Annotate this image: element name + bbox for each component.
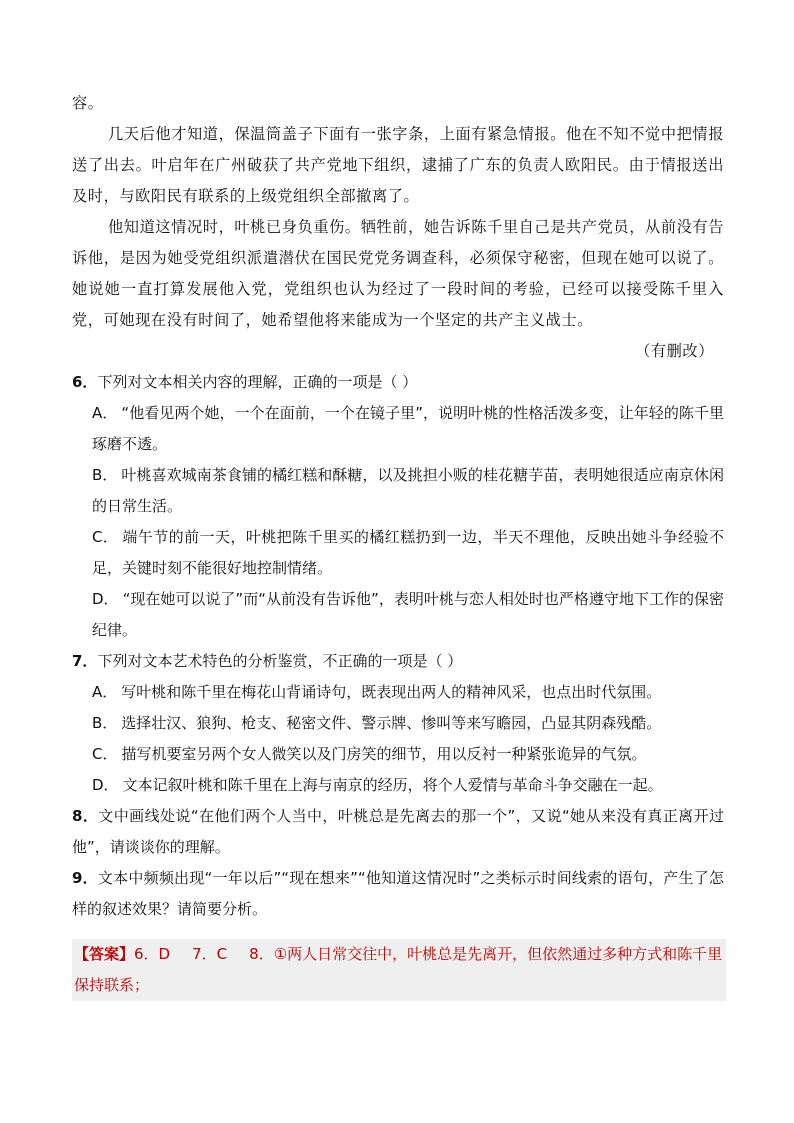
question-stem xyxy=(72,801,724,863)
option-letter: D． xyxy=(92,590,119,608)
question-8 xyxy=(72,801,724,863)
option-d xyxy=(72,770,724,801)
option-c xyxy=(72,522,724,584)
option-letter: C． xyxy=(92,745,118,763)
option-letter: B． xyxy=(92,714,118,732)
question-stem xyxy=(72,863,724,925)
answer-6: 6．D xyxy=(134,945,171,963)
question-list xyxy=(72,367,724,925)
question-text: 文中画线处说“在他们两个人当中，叶桃总是先离去的那一个”，又说“她从来没有真正离开过他”，请谈谈你的理解。 xyxy=(72,807,725,856)
story-excerpt xyxy=(72,88,724,367)
option-a xyxy=(72,677,724,708)
answer-7: 7．C xyxy=(192,945,228,963)
question-stem xyxy=(72,367,724,398)
option-letter: A． xyxy=(92,683,118,701)
document-page xyxy=(72,88,724,1001)
option-letter: D． xyxy=(92,776,119,794)
question-number: 6． xyxy=(72,373,98,391)
question-7 xyxy=(72,646,724,801)
option-a xyxy=(72,398,724,460)
option-letter: C． xyxy=(92,528,119,546)
option-text: 端午节的前一天，叶桃把陈千里买的橘红糕扔到一边，半天不理他，反映出她斗争经验不足，关键时刻不能很好地控制情绪。 xyxy=(92,528,724,577)
question-9 xyxy=(72,863,724,925)
answer-label: 【答案】 xyxy=(74,945,135,963)
option-letter: B． xyxy=(92,466,118,484)
option-text: “他看见两个她，一个在面前，一个在镜子里”，说明叶桃的性格活泼多变，让年轻的陈千里琢磨不透。 xyxy=(92,404,725,453)
option-text: 选择壮汉、狼狗、枪支、秘密文件、警示牌、惨叫等来写瞻园，凸显其阴森残酷。 xyxy=(121,714,662,732)
question-stem xyxy=(72,646,724,677)
answer-box xyxy=(72,939,726,1001)
option-text: “现在她可以说了”而“从前没有告诉他”，表明叶桃与恋人相处时也严格遵守地下工作的保密纪律。 xyxy=(92,590,724,639)
question-6 xyxy=(72,367,724,646)
question-text: 文本中频频出现“一年以后”“现在想来”“他知道这情况时”之类标示时间线索的语句，产生了怎样的叙述效果？请简要分析。 xyxy=(72,869,724,918)
question-number: 9． xyxy=(72,869,98,887)
option-text: 叶桃喜欢城南茶食铺的橘红糕和酥糖，以及挑担小贩的桂花糖芋苗，表明她很适应南京休闲的日常生活。 xyxy=(92,466,724,515)
question-number: 7． xyxy=(72,652,98,670)
option-text: 文本记叙叶桃和陈千里在上海与南京的经历，将个人爱情与革命斗争交融在一起。 xyxy=(122,776,663,794)
option-text: 描写机要室另两个女人微笑以及门房笑的细节，用以反衬一种紧张诡异的气氛。 xyxy=(121,745,647,763)
question-text: 下列对文本相关内容的理解，正确的一项是（ ） xyxy=(97,373,418,391)
option-b xyxy=(72,460,724,522)
option-text: 写叶桃和陈千里在梅花山背诵诗句，既表现出两人的精神风采，也点出时代氛围。 xyxy=(121,683,662,701)
option-d xyxy=(72,584,724,646)
option-b xyxy=(72,708,724,739)
story-paragraph: 他知道这情况时，叶桃已身负重伤。牺牲前，她告诉陈千里自己是共产党员，从前没有告诉他，是因为她受党组织派遣潜伏在国民党党务调查科，必须保守秘密，但现在她可以说了。她说她一直打算发展他入党，党组织也认为经过了一段时间的考验，已经可以接受陈千里入党，可她现在没有时间了，她希望他将来能成为一个坚定的共产主义战士。 xyxy=(72,218,724,329)
source-note: （有删改） xyxy=(635,342,714,360)
story-paragraph: 几天后他才知道，保温筒盖子下面有一张字条，上面有紧急情报。他在不知不觉中把情报送了出去。叶启年在广州破获了共产党地下组织，逮捕了广东的负责人欧阳民。由于情报送出及时，与欧阳民有联系的上级党组织全部撤离了。 xyxy=(72,125,724,205)
answer-8: 8．①两人日常交往中，叶桃总是先离开，但依然通过多种方式和陈千里保持联系； xyxy=(74,945,723,994)
question-number: 8． xyxy=(72,807,99,825)
option-c xyxy=(72,739,724,770)
option-letter: A． xyxy=(92,404,118,422)
question-text: 下列对文本艺术特色的分析鉴赏，不正确的一项是（ ） xyxy=(97,652,463,670)
story-paragraph-fragment: 容。 xyxy=(72,94,104,112)
